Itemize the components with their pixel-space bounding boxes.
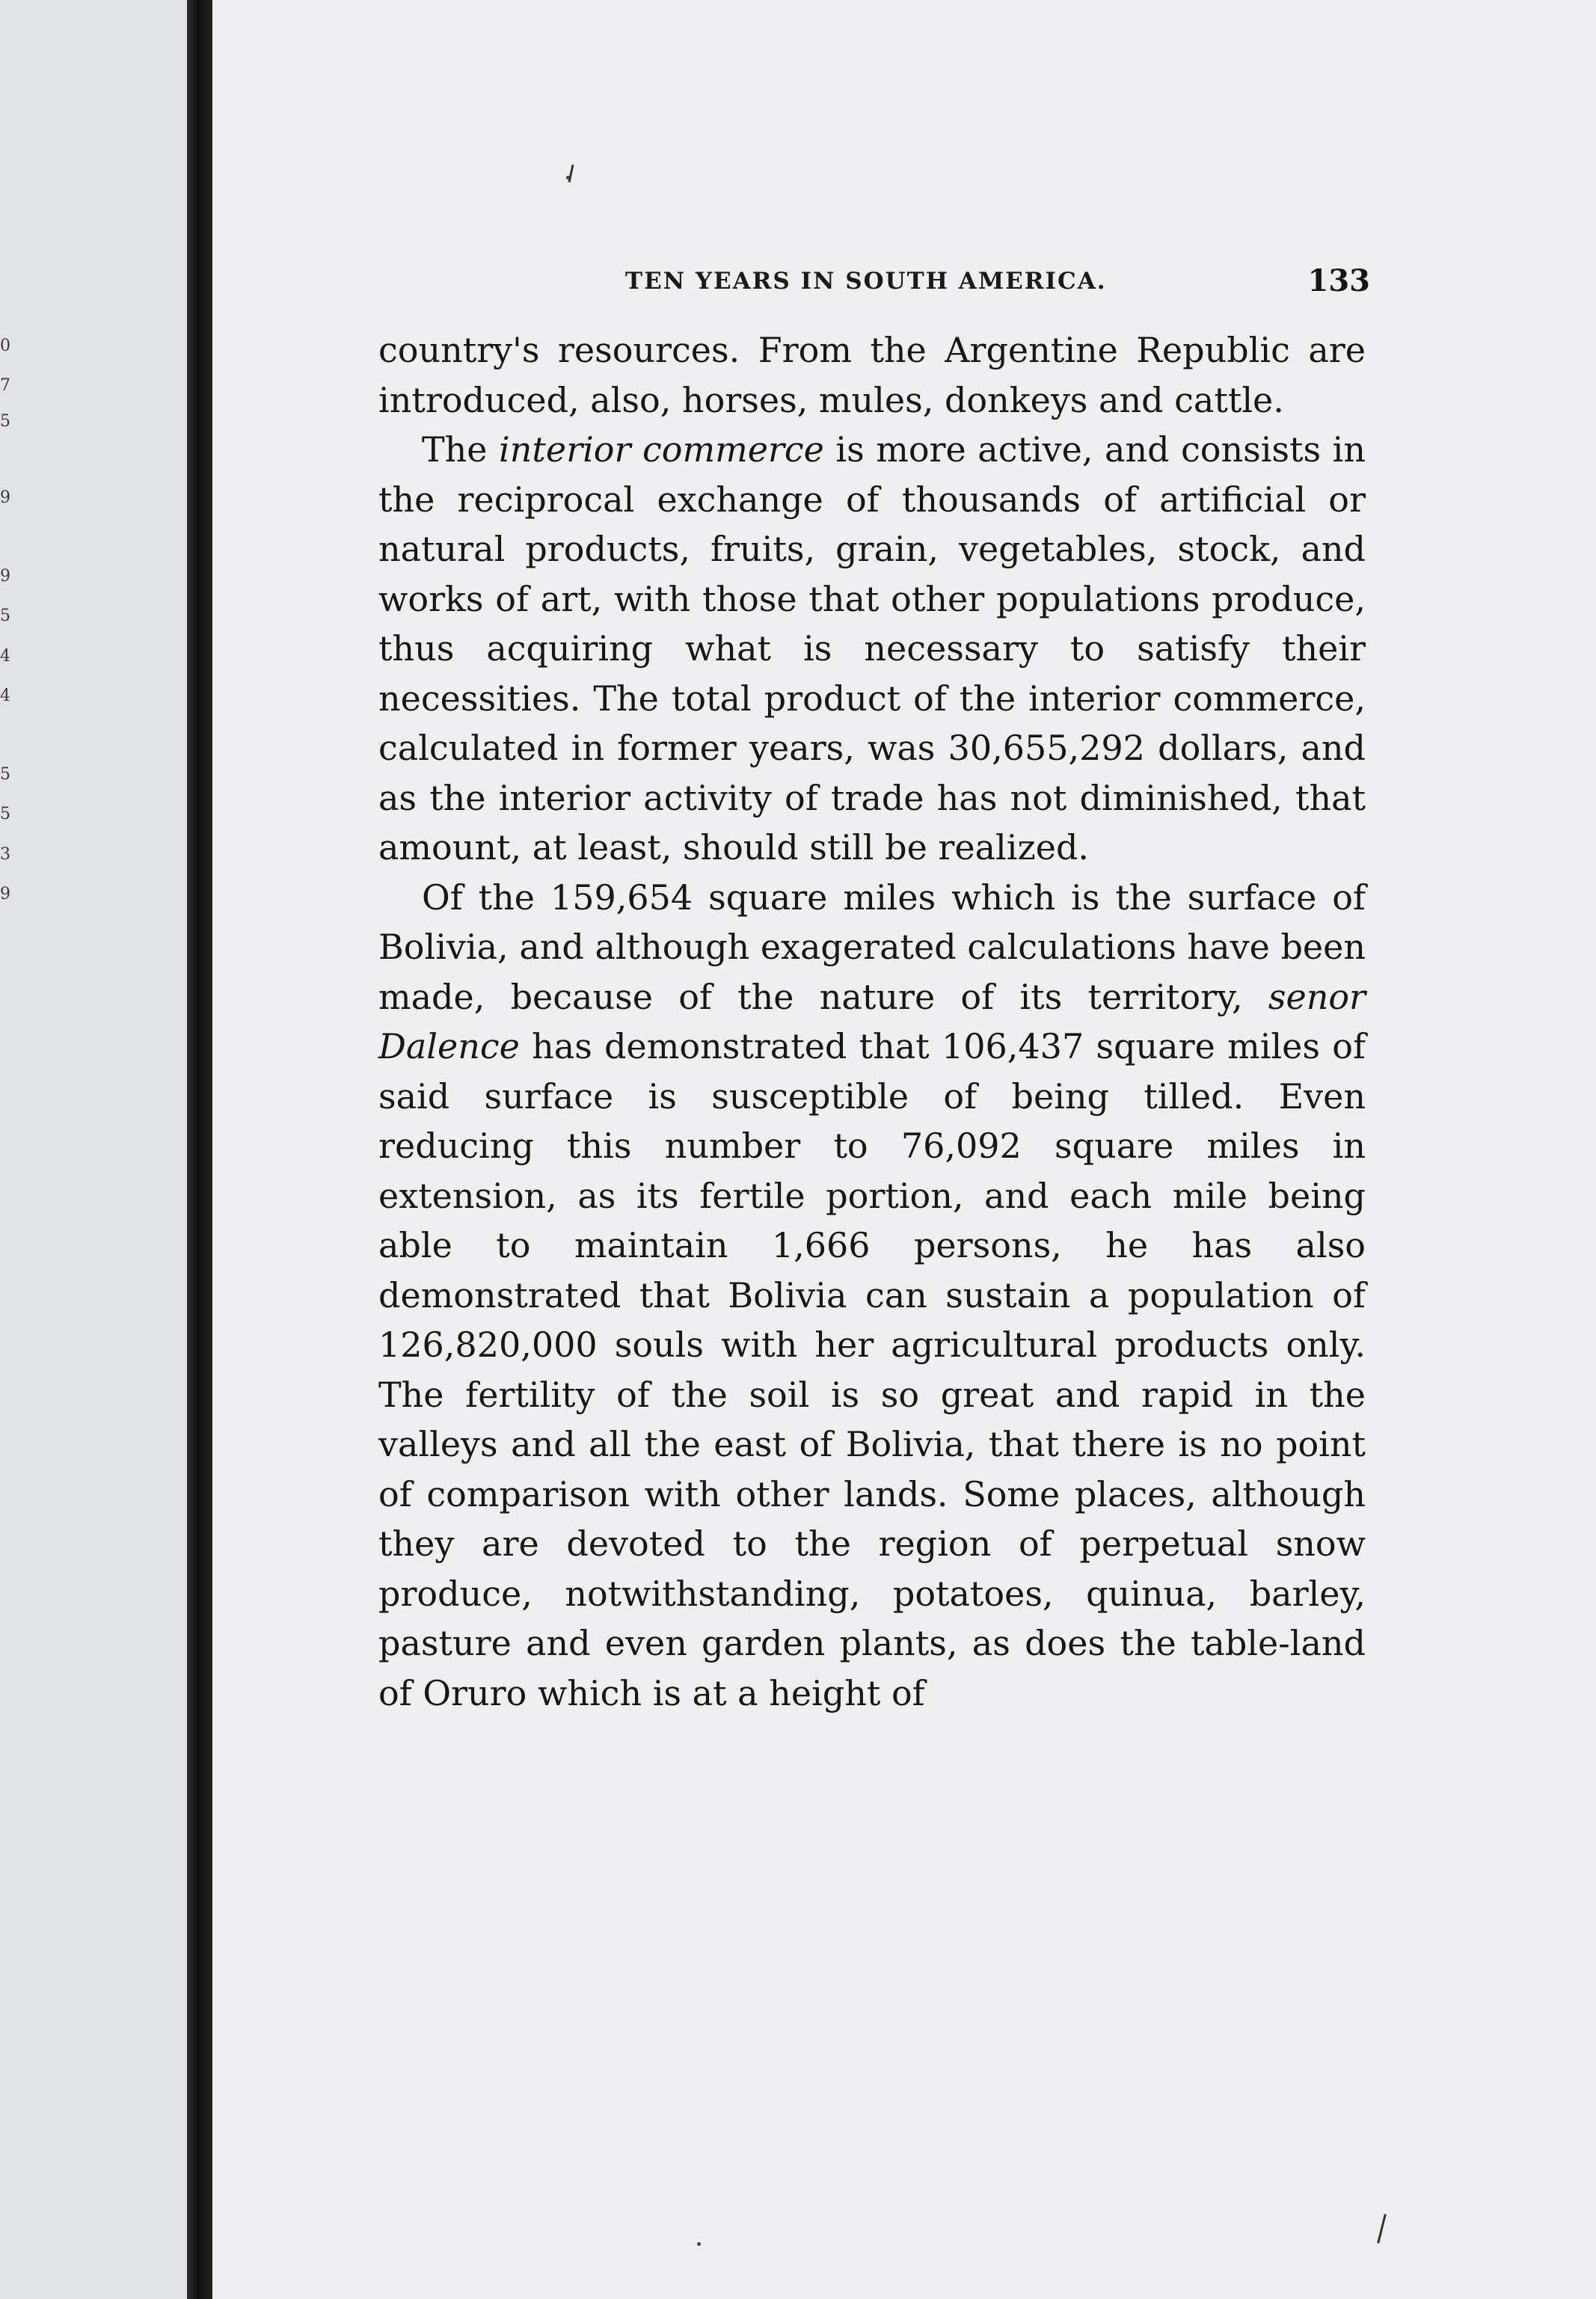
facing-page-glyph: 3 [0,847,10,863]
facing-page-glyph: 9 [0,568,10,585]
italic-phrase: interior commerce [499,429,824,470]
facing-page-glyph: 5 [0,414,10,430]
facing-page-glyph: 4 [0,648,10,665]
text-run: is more active, and consists in the reciprocal exchange of thousands of artificial or natural products, fruits, grain, vegetables, stock, and works of art, with those that other populations produce, thus acquiring what is necessary to satisfy their necessities. The total product of the interior commerce, calculated in former years, was 30,655,292 dollars, and as the interior activity of trade has not diminished, that amount, at least, should still be realized. [378,429,1366,868]
page-number: 133 [1307,263,1370,298]
italic-phrase: senor Dalence [378,976,1366,1066]
text-run: has demonstrated that 106,437 square miles of said surface is susceptible of being tilled. Even reducing this number to 76,092 square miles in extension, as its fertile portion, and each mile being able to maintain 1,666 persons, he has also demonstrated that Bolivia can sustain a population of 126,820,000 souls with her agricultural products only. The fertility of the soil is so great and rapid in the valleys and all the east of Bolivia, that there is no point of comparison with other lands. Some places, although they are devoted to the region of perpetual snow produce, notwithstanding, potatoes, quinua, barley, pasture and even garden plants, as does the table-land of Oruro which is at a height of [378,1026,1366,1713]
paragraph [378,425,1366,873]
text-run: The [422,429,500,470]
page-speck [1377,2214,1387,2244]
page-speck [568,165,574,182]
facing-page-glyph: 5 [0,608,10,624]
running-head-title: TEN YEARS IN SOUTH AMERICA. [625,268,1107,295]
facing-page-glyph: 5 [0,806,10,823]
facing-page-glyph: 4 [0,688,10,705]
page-speck [697,2242,701,2246]
paragraph [378,873,1366,1719]
facing-page-glyph: 9 [0,886,10,903]
facing-page-glyph: 0 [0,338,10,354]
text-run: Of the 159,654 square miles which is the surface of Bolivia, and although exagerated calculations have been made, because of the nature of its territory, [378,877,1366,1017]
paragraph [378,325,1366,425]
body-text [378,325,1366,1718]
text-run: country's resources. From the Argentine Republic are introduced, also, horses, mules, donkeys and cattle. [378,330,1366,420]
running-head [413,263,1370,300]
facing-page-glyph: 9 [0,490,10,506]
facing-page-glyph: 5 [0,767,10,783]
facing-page-glyph: 7 [0,378,10,394]
book-spine [187,0,212,2299]
facing-page-edge [0,0,187,2299]
